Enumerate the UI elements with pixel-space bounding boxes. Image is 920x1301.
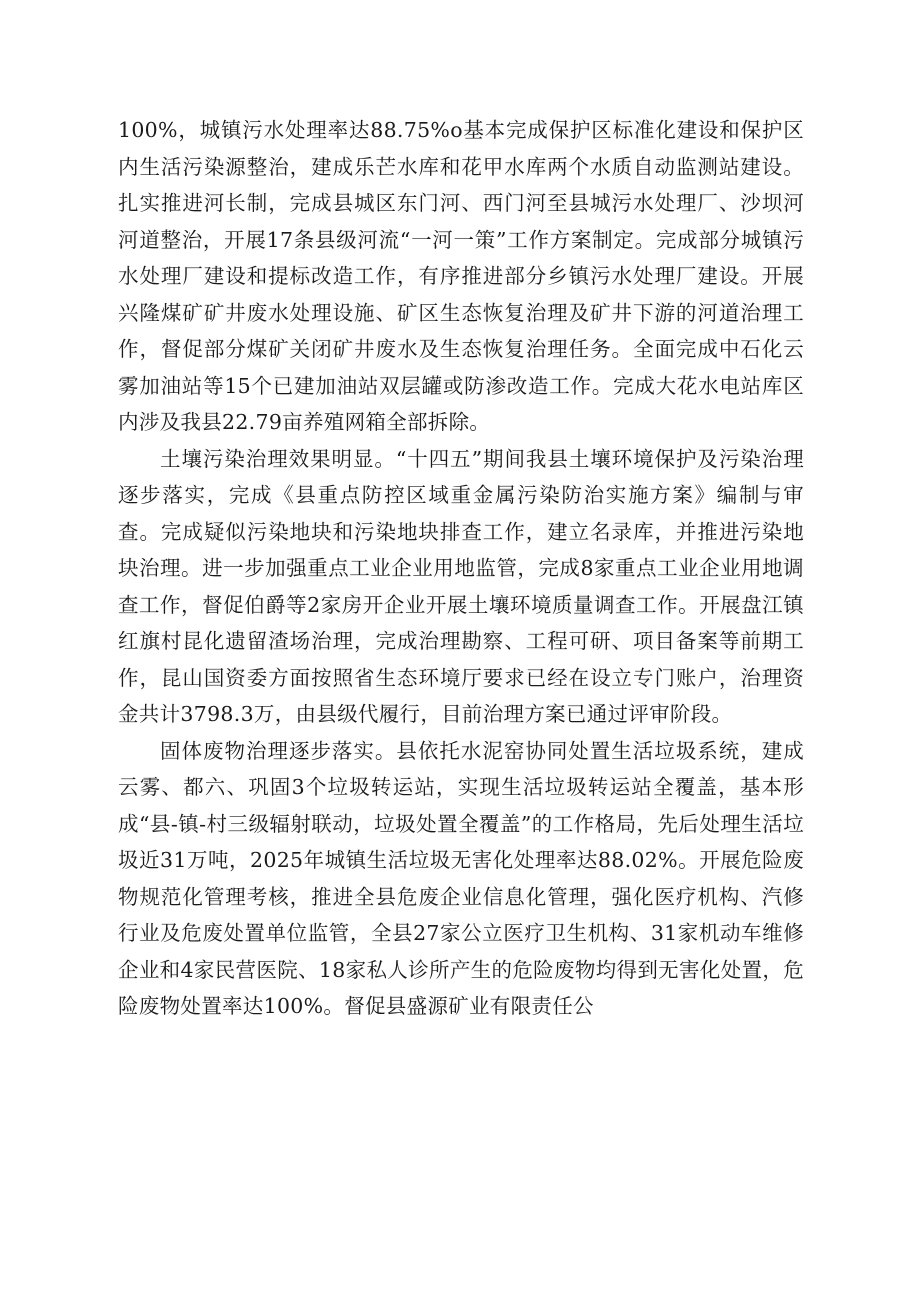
paragraph-soil-pollution: 土壤污染治理效果明显。“十四五”期间我县土壤环境保护及污染治理逐步落实，完成《县重点防控区域重金属污染防治实施方案》编制与审查。完成疑似污染地块和污染地块排查工作，建立名录库，并推进污染地块治理。进一步加强重点工业企业用地监管，完成8家重点工业企业用地调查工作，督促伯爵等2家房开企业开展土壤环境质量调查工作。开展盘江镇红旗村昆化遗留渣场治理，完成治理勘察、工程可研、项目备案等前期工作，昆山国资委方面按照省生态环境厅要求已经在设立专门账户，治理资金共计3798.3万，由县级代履行，目前治理方案已通过评审阶段。	[118, 446, 804, 726]
paragraph-solid-waste: 固体废物治理逐步落实。县依托水泥窑协同处置生活垃圾系统，建成云雾、都六、巩固3个垃圾转运站，实现生活垃圾转运站全覆盖，基本形成“县-镇-村三级辐射联动，垃圾处置全覆盖”的工作格局，先后处理生活垃圾近31万吨，2025年城镇生活垃圾无害化处理率达88.02%。开展危险废物规范化管理考核，推进全县危废企业信息化管理，强化医疗机构、汽修行业及危废处置单位监管，全县27家公立医疗卫生机构、31家机动车维修企业和4家民营医院、18家私人诊所产生的危险废物均得到无害化处置，危险废物处置率达100%。督促县盛源矿业有限责任公	[118, 738, 804, 1018]
document-body	[118, 112, 804, 1025]
paragraph-water-pollution: 100%，城镇污水处理率达88.75%o基本完成保护区标准化建设和保护区内生活污染源整治，建成乐芒水库和花甲水库两个水质自动监测站建设。扎实推进河长制，完成县城区东门河、西门河至县城污水处理厂、沙坝河河道整治，开展17条县级河流“一河一策”工作方案制定。完成部分城镇污水处理厂建设和提标改造工作，有序推进部分乡镇污水处理厂建设。开展兴隆煤矿矿井废水处理设施、矿区生态恢复治理及矿井下游的河道治理工作，督促部分煤矿关闭矿井废水及生态恢复治理任务。全面完成中石化云雾加油站等15个已建加油站双层罐或防渗改造工作。完成大花水电站库区内涉及我县22.79亩养殖网箱全部拆除。	[118, 118, 804, 434]
